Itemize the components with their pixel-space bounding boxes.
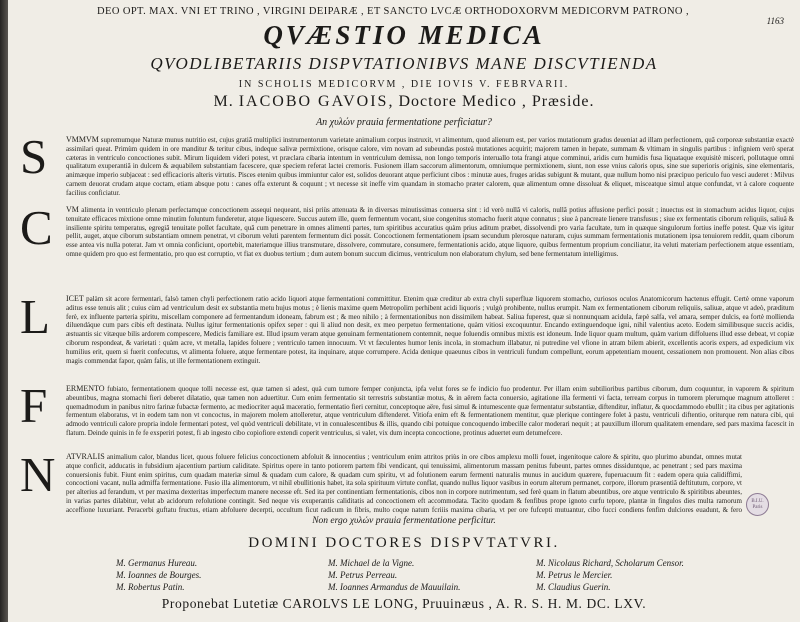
paragraph-5-lead: ATVRALIS (66, 453, 105, 461)
conclusion-line: Non ergo χυλών prauia fermentatione perficitur. (312, 516, 496, 526)
praeses-prefix: M. (213, 93, 234, 110)
doctor-name: M. Petrus le Mercier. (536, 570, 613, 580)
doctor-name: M. Ioannes Armandus de Mauuilain. (328, 582, 461, 592)
paragraph-5 (66, 453, 742, 514)
drop-cap-f: F (20, 378, 48, 433)
schools-line: IN SCHOLIS MEDICORVM , DIE IOVIS V. FEBRVARII. (238, 79, 570, 90)
folio-number: 1163 (766, 16, 784, 26)
dedication-line: DEO OPT. MAX. VNI ET TRINO , VIRGINI DEIPARÆ , ET SANCTO LVCÆ ORTHODOXORVM MEDICORVM PATRONO , (97, 6, 689, 17)
doctor-name: M. Nicolaus Richard, Scholarum Censor. (536, 558, 684, 568)
doctors-heading: DOMINI DOCTORES DISPVTATVRI. (248, 535, 560, 551)
paragraph-5-text: animalium calor, blandus licet, quous foluere felicius concoctionem abfoluit & innocentius ; ventriculum enim attritos priùs in ore cibos amplexu molli fouet, ingenitoque calore & spiritu, quo plurimo abundat, omnes mutat atque conficit, adducatis in fubsidium ajacentium partium caliditate. Spiritus opere in tanto potiorem partem fibi vendicant, qui tenuissimi, alimentorum massam penitus fubeunt, partes omnes dissiduntque, ac penetrant ; sed pars maxima conuersionis fubit. Fiunt enim spiritus, cum quadam materiæ simul & quadam cum calore, & quadam cum spiritu, vt ad folutionem earum fermenti naturalis munus in aucidum quærere, fuperuacuum fit : eadem opera quia calidiffimi, concoctioni vacant, nulla admiffa fermentatione. Fusio illa alimentorum, vt nihil ebullitionis habet, ita sola spirituum virtute conflat, quando nullus liquor vasibus in eorum alterum permanet, corpore, illorum præsentiâ deftitutum, corpore, vt per alterius ad ferandum, vt per maxima dexteritas imperfectum manere necesse eft. Sed ita per continentiam fermentationis, cibos non in corpore nutrimentum, sed ferè quam in flatum abeuntibus, ore atque ventriculo & spiritibus abeuntes, in varias partes dilabitur, velut ab acidorum refolutione contingit. Sed neque vis exuperantis caliditatis ad concoctionem eft accommodata. Tacito quodam & fenfibus prope ignoto curfu tepore, plantæ in fingulos dies multa ramorum acceffione luxuriant. Peracerbi guftatu fructus, etiam abfoluere decerpti, occultum ficut radicum in fibris, multo coque natum fcriiis maxima cibaria, vt per ore fufcepti mutuantur, cibo fucci condiens fenfim dulciores euadunt, & fero (66, 453, 742, 514)
paragraph-4 (66, 385, 794, 447)
paragraph-2-lead: VM (66, 206, 79, 214)
drop-cap-n: N (20, 447, 56, 502)
paragraph-3-lead: ICET (66, 295, 84, 303)
imprint-line: Proponebat Lutetiæ CAROLVS LE LONG, Pruuinæus , A. R. S. H. M. DC. LXV. (161, 596, 647, 611)
doctor-name: M. Petrus Perreau. (328, 570, 398, 580)
doctor-name: M. Ioannes de Bourges. (116, 570, 202, 580)
library-stamp (746, 493, 769, 516)
page-title: QVÆSTIO MEDICA (263, 20, 545, 50)
drop-cap-s: S (20, 129, 48, 184)
document-page (8, 0, 800, 622)
doctor-name: M. Robertus Patin. (116, 582, 185, 592)
paragraph-3 (66, 295, 794, 375)
paragraph-1 (66, 136, 794, 199)
drop-cap-l: L (20, 289, 50, 344)
paragraph-4-text: fubiato, fermentationem quoque tolli necesse est, quæ tamen si adest, quà cum tumore femper conjuncta, ipfa velut fores se fe indicio fuo prodentur. Per illam enim subtilioribus partibus ciborum, dum coquuntur, in vaporem & spiritum abeuntibus, magna stomachi fieri deberet dilatatio, quæ tamen non aduertitur. Cum enim fermentatio sit terrestris substantiæ motus, & in aërem facta conuersio, agitatione illa fermenti vi facta, terream corpus in tumorem plerumque magnum attolleret : quemadmodum in panibus nitro farinæ fubactæ fermento, ac mediocriter aquâ maceratio, fermentatio fieri cernitur, conceptoque aëre, fusi simul & intumescente quæ fermentatur substantiæ, diftenditur, inflatur, & quocdammodo ebullit ; ita cibus per agitationis fermentum elaboratus, vt in eodem tam non vt concoctus, in majorem molem attolleretur, atque ventriculum diftenderet. Vitiofa enim eft & fermentationem mentitur, quæ plerique contingere folet à pastu, ventriculi diftentio, oriturque rem natura cibi, qui admodo ventriculi calore propria indole fermentari potest, vel quòd ventriculi debilitate, vt in conualescentibus & illis, quando cibi potuique concoquendo imbecille calor moderari nequit ; at pauxillum illorum qualitatem emendare, sed pars maxima facescit in flatum. Deinde quinis in fe fe exsperiri potest, fi ab ingesto cibo copiofiore extendi coperit ventriculus, si valet, vix dum incepta concoctione, protinus aduertet eum detumefcere. (66, 385, 794, 437)
paragraph-1-text: supremumque Naturæ munus nutritio est, cujus gratiâ multiplici instrumentorum varietate animalium corpus instruxit, vt alimentum, quod alienum est, per varios mutationum gradus deueniat ad illam perfectionem, quâ corporeæ substantiæ exactè assimilari queat. Primùm quidem in ore manditur & teritur cibus, indeque salivæ permixtione, orisque calore, vim novam ad subeundas posteà mutationes acquirit; majorem tamen in hepate, summam & vltimam in singulis partibus : infigniem verò sperat cæteras in ventriculo concoctiones subit. Mirum liquidem videri potest, vt præclara cibaria intentum in ventriculum demissa, non longo temporis interuallo tota frangi atque comminui, aridis cum humidis fusa liquataque exquisitè misceri, pollutaque omni qualitatum exuperantiâ in dulcem & æquabilem substantiam facescere, quæ speciem referat lactei cremoris. Fusionem illam saccorum alimentorum, omniumque permixtionem, siunt, non esse vnius caloris opus, sine sue superioris originis, sine elementaris, animæque imperio subjaceat : sed efficacioris alteris virtutis. Pisces etenim quibus immiuntur calor est, solidos deuorant atque perficiunt cibos : minutæ aues, fruges aridas subigunt & mutant, quæ nullum homo nisi præcipuo periculo fuo vesci auderet : Milvus carnem deuorat crudam atque coctam, etiam absque potu : canes offa exterunt & coquunt ; vt necesse sit ineffe vim quandam in stomacho præter calorem, quæ alimentum omne dissoluat & eliquet, misceatque simul atque confundat, vt à calore coquente facilius conficiatur. (66, 136, 794, 197)
page-subtitle: QVODLIBETARIIS DISPVTATIONIBVS MANE DISCVTIENDA (150, 54, 658, 73)
doctor-name: M. Germanus Hureau. (116, 558, 198, 568)
paragraph-1-lead: VMMVM (66, 136, 99, 144)
praeses-line (48, 93, 760, 111)
thesis-question: An χυλών prauia fermentatione perficiatur? (316, 117, 492, 128)
doctor-name: M. Michael de la Vigne. (328, 558, 415, 568)
library-stamp-text: B.I.U. Paris (751, 498, 764, 510)
book-binding-edge (0, 0, 8, 622)
paragraph-2 (66, 206, 794, 286)
drop-cap-c: C (20, 200, 53, 255)
paragraph-2-text: alimenta in ventriculo plenam perfectamque concoctionem assequi nequeant, nisi priùs attenuata & in diversas minutissimas conuersa sint : id verò nullâ vi caloris, nullâ potius affusione perfici possit ; inuectus est in stomachum acidus liquor, cujus tenuitate efficaces mixtione omne minutim foluntum funderetur, atque liquescere. Succus autem ille, quem fermentum vocant, siue congenitus stomacho fuerit atque connatus ; siue à pancreate lienere transfusus ; siue ex fermentatis ciborum reliquiis, saliuâ & insiliente spiritu temperatus, egregiâ tenuitate pollet facultate, quâ cum penetrare in omnes alimenti partes, tum spiritibus accuratius quàm prius aditum præbet, dissolvendi pro varia facultate, tum in quæque singulorum fortius ineffe potest. Quæ vis igitur pellit, auget, atque ciborum substantiam omnem penetrat, vt ciborum veluti parentem fermentum dici possit. Concoctionem fermentationem ipsam secundum plerosque naturam, cujus summam fermentationis mutationem ipsa tenuiorem reddit, quam ciborum esse antea vis nulla poterat. Jam vt omnia conficiunt, oportebit, materiamque illius transmutare, dissolvere, commutare, consumere, fermentationis acido, atque liquore, quibus fermentum proprium conciliatur, ita veluti materiam perfectionem atque essentiam, omne quidem pro quo est fermentatio, pro quo est corruptio, vt fiat ex duobus tertium ; dum autem bonum succum dicimus, ventriculum non elaboratum chylum, sed bene fermentatum intelligimus. (66, 206, 794, 258)
paragraph-4-lead: ERMENTO (66, 385, 105, 393)
praeses-role: , Doctore Medico , Præside. (388, 93, 595, 110)
praeses-name: IACOBO GAVOIS (238, 93, 389, 110)
doctor-name: M. Claudius Guerin. (536, 582, 611, 592)
paragraph-3-text: palàm sit acore fermentari, falsò tamen chyli perfectionem ratio acido liquori atque fermentationi committitur. Etenim quæ creditur ab extra chyli superfluæ liquorem stomacho, curiosos oculos Anatomicorum hactenus effugit. Certè omne vaporum aditus esse tenuis alit ; cuius cùm ad ventriculum desit ex substantia metu hujus motus ; è lienis maxime quem Metropolim perhibent acidi liquoris ; vulgò prohibente, nullus erumpit. Nam ex fermentationem ciborum reliquiis, saliuæ, atque vt adeò, præditum ferè, ex influente parteria spiritu, miscellam componere ad fermentandum idoneam, fabrum est ; & meo nihilo ; à fermentationibus non dissimilem habeat. Saliua fuperest, quæ si nonnunquam acidula, fæpè salfa, vel amara, semper dulcis, ea fortè mollienda diluendáque cum pars cibis eft destinata. Nullus igitur fermentationis opifex seper : qui li aliud non desit, ex meo perpetuo fermentatione, quàm vitiosi excoquuntur. Encando extinguendoque igni, nihil valentius aceto. Eodem similibusque succis acidis, æstuantis sic vitæque bilis ardorem compescere, Medicis familiare est. Illud ipsum veram atque genuinam fermentationem contemnit, neque foluendis omnibus mixtis est idoneum. Inde liquor quam multum, quàm varium diffoluens illud esse debeat, vt copiæ ciborum respondeat, & varietati : quàm acre, vt metalla, lapides foluere ; ventriculo tamen innocuum. Vt vt fæculentes humor lenis incola, in stomachum illabatur, ni putredine vel vfione in atram bilem abierit, excellentis acoris expers, ad expedicium vix humilius erit, quem si fuerit confecutus, vt alimenta foluere, atque fermentare potest, ita inquinare, atque corrumpere. Acida denique quaeunus cibos in ventriculi fundum compellunt, eorum appetentiam mouent, cessationem non promouent. Non alias cibos magis commendat fapor, quàm falis, ut ille fermentationem extinguit. (66, 295, 794, 365)
